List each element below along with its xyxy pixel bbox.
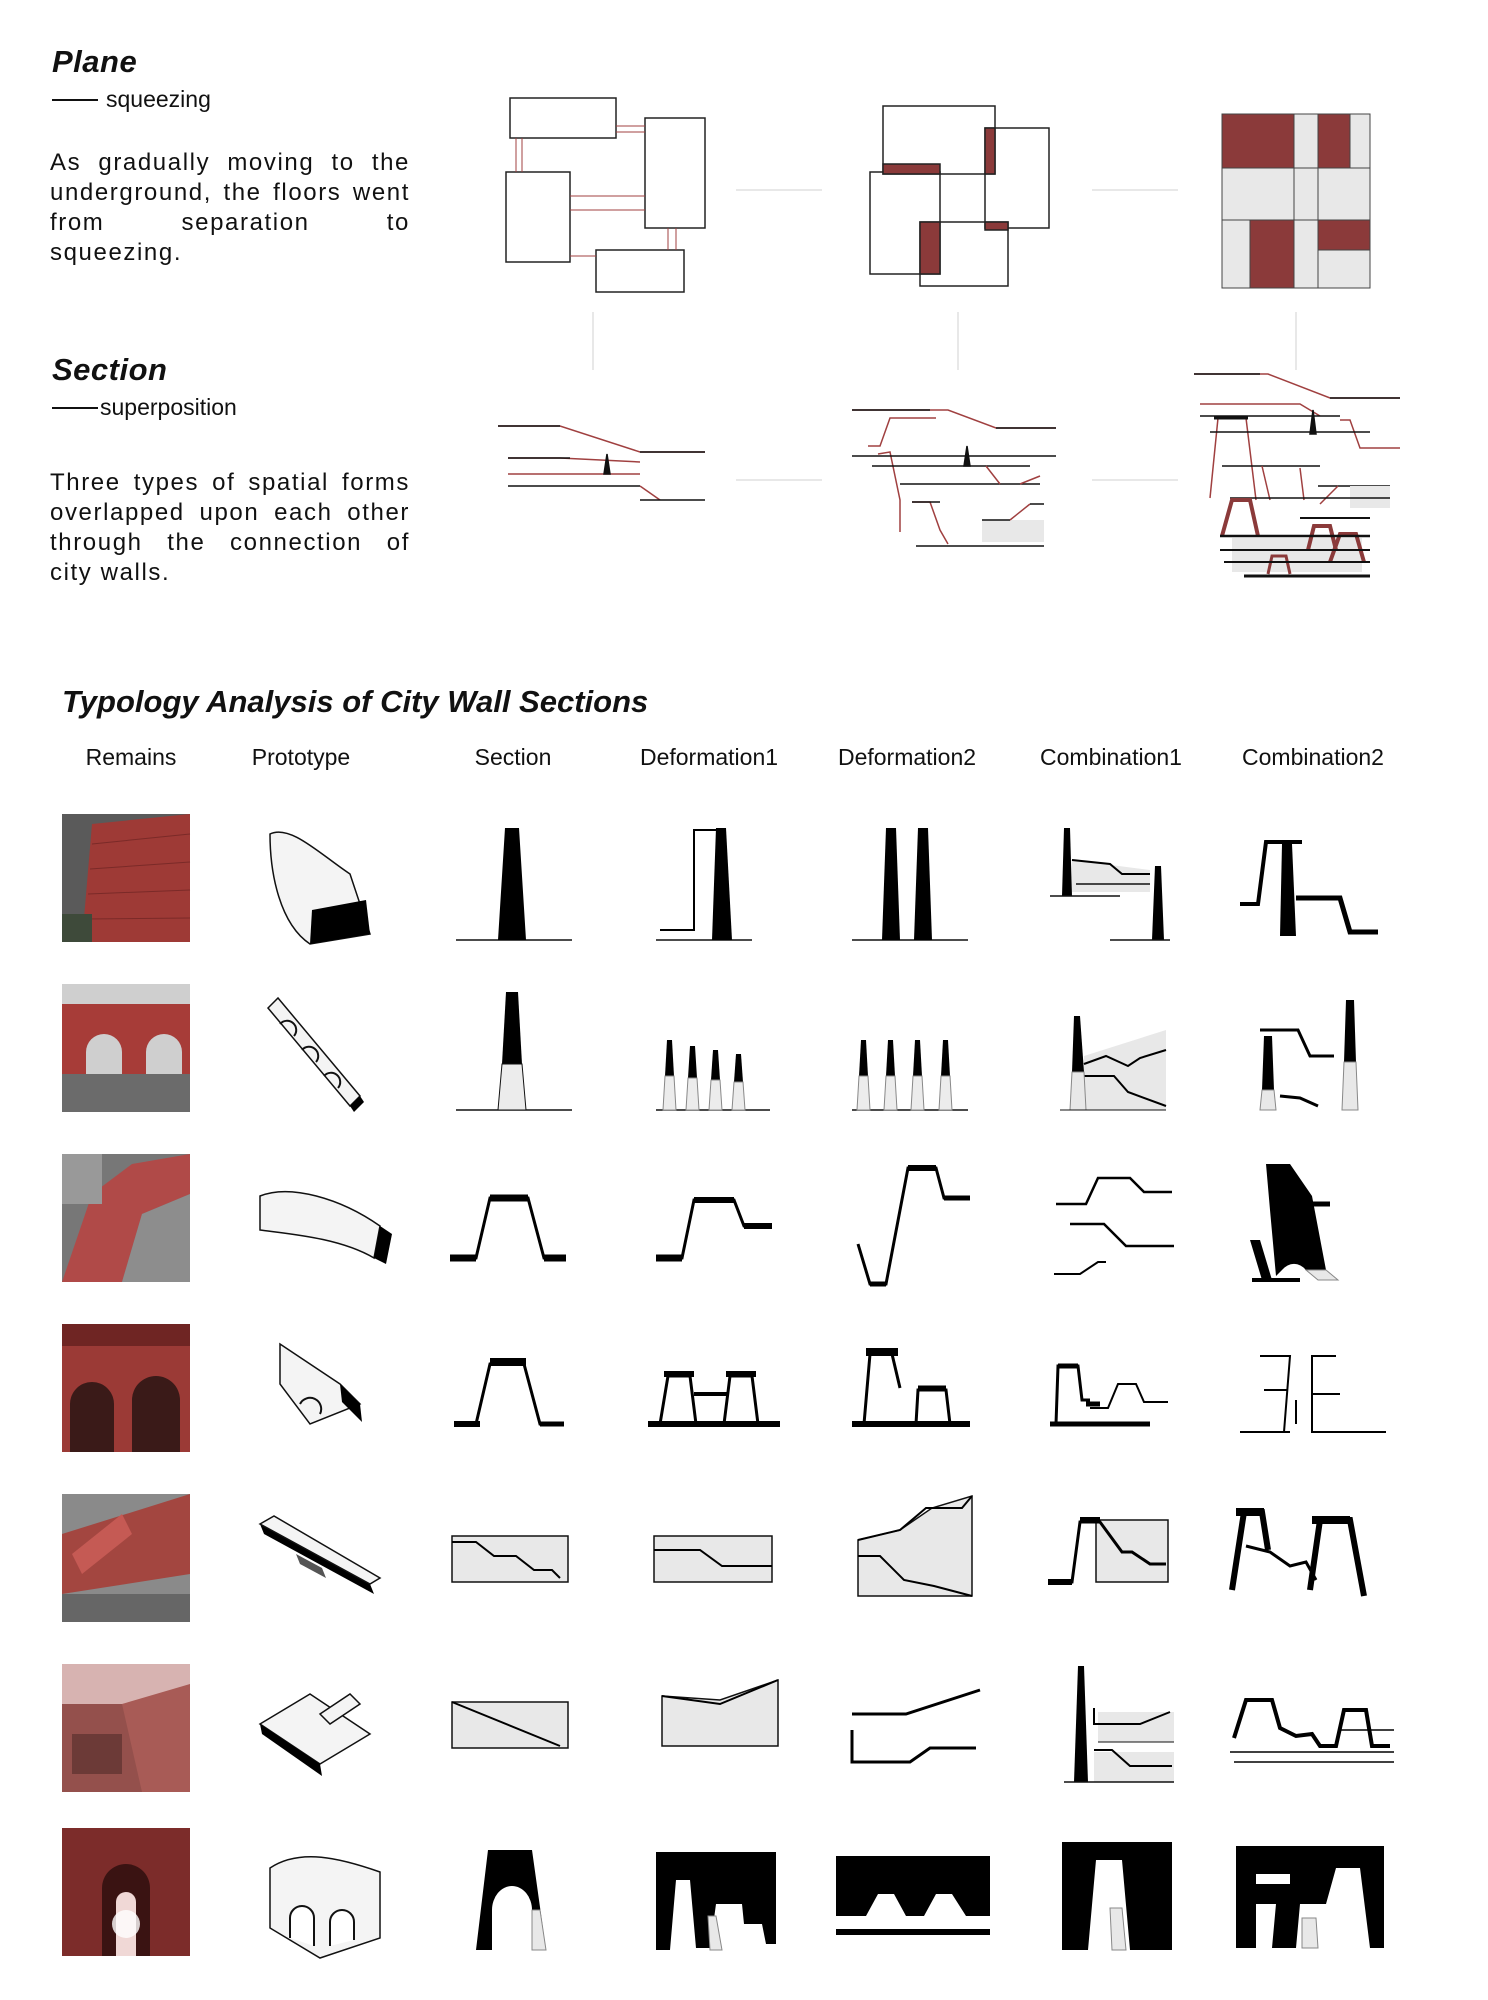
column-header-remains: Remains [85, 744, 177, 770]
typology-diagram-grid [0, 800, 1488, 1980]
plan-diagram-1 [506, 98, 705, 292]
section-subtitle: superposition [100, 394, 237, 420]
row-6-diagrams [452, 1666, 1394, 1782]
column-header-deformation2: Deformation2 [837, 744, 977, 770]
typology-title: Typology Analysis of City Wall Sections [62, 684, 649, 719]
section-diagram-3 [1194, 374, 1400, 576]
plan-diagram-2 [870, 106, 1049, 286]
row-7-diagrams [476, 1842, 1384, 1950]
row-2-diagrams [456, 992, 1358, 1110]
column-header-prototype: Prototype [251, 744, 351, 770]
row-3-diagrams [450, 1164, 1338, 1284]
section-description: Three types of spatial forms overlapped upon each other through the connection of city walls. [50, 469, 410, 586]
row-5-diagrams [452, 1496, 1364, 1596]
row-1-diagrams [456, 828, 1378, 940]
column-header-deformation1: Deformation1 [639, 744, 779, 770]
plane-title: Plane [52, 44, 138, 79]
column-header-combination2: Combination2 [1242, 744, 1384, 770]
section-title: Section [52, 352, 168, 387]
section-diagram-1 [498, 426, 705, 500]
section-diagram-2 [852, 410, 1056, 546]
column-header-section: Section [474, 744, 552, 770]
column-header-combination1: Combination1 [1040, 744, 1182, 770]
row-4-diagrams [454, 1352, 1386, 1432]
plane-subtitle: squeezing [106, 86, 211, 112]
plane-description: As gradually moving to the underground, the floors went from separation to squeezing. [50, 149, 410, 266]
plan-section-diagrams [0, 0, 1488, 640]
plan-diagram-3 [1222, 114, 1370, 288]
